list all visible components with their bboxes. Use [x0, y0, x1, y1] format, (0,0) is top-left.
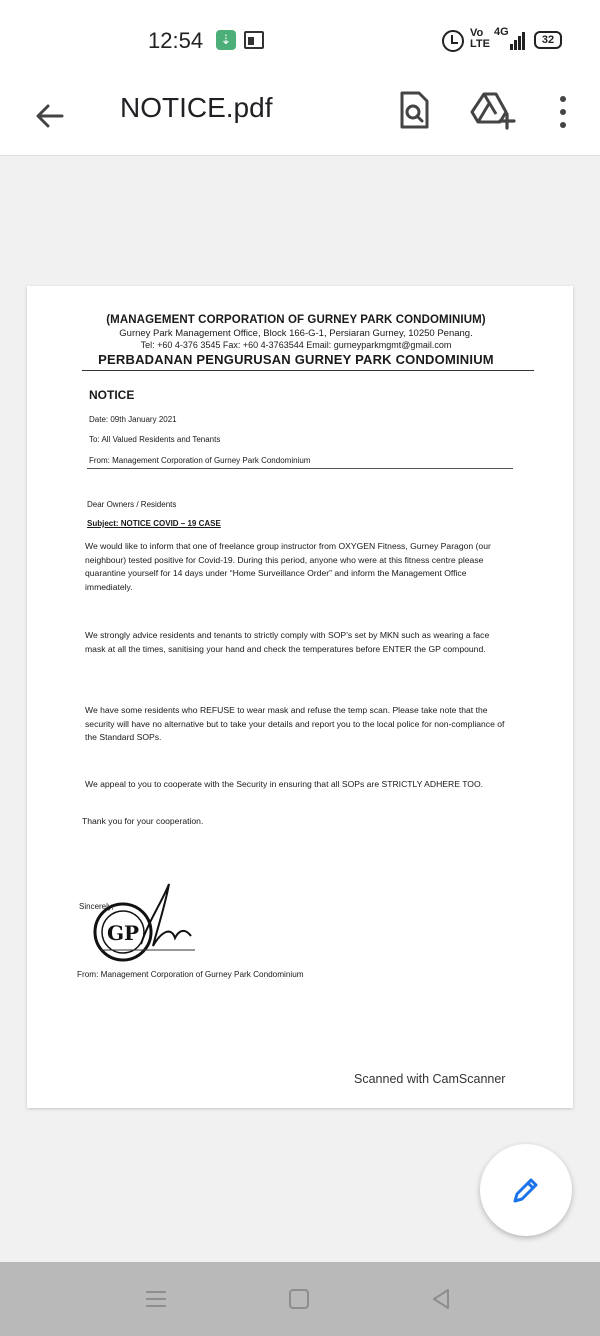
pdf-page	[27, 286, 573, 1108]
document-title: NOTICE.pdf	[120, 92, 273, 123]
scanner-watermark: Scanned with CamScanner	[354, 1072, 506, 1086]
screen-cast-icon	[244, 31, 264, 49]
paragraph-4: We appeal to you to cooperate with the Security in ensuring that all SOPs are STRICTLY ADHERE TOO.	[85, 779, 484, 789]
pencil-icon	[511, 1175, 541, 1205]
alarm-icon	[442, 30, 464, 52]
signal-strength-icon	[510, 32, 526, 50]
closing-thanks: Thank you for your cooperation.	[82, 816, 204, 826]
paragraph-1: We would like to inform that one of freelance group instructor from OXYGEN Fitness, Gurney Paragon (our neighbour) tested positive for Covid-19. During this period, anyone who were at this fitness centre please quarantine yourself for 14 days under “Home Surveillance Order” and inform the Management Office immediately.	[85, 541, 491, 592]
recent-apps-icon[interactable]	[146, 1290, 166, 1308]
official-stamp-signature	[91, 880, 201, 970]
letterhead-org-name: (MANAGEMENT CORPORATION OF GURNEY PARK CONDOMINIUM)	[106, 314, 486, 326]
paragraph-3: We have some residents who REFUSE to wear mask and refuse the temp scan. Please take note that the security will have no alternative but to take your details and report you to the local police for non-compliance of the Standard SOPs.	[85, 705, 505, 742]
notice-sender: From: Management Corporation of Gurney Park Condominium	[89, 456, 311, 465]
salutation: Dear Owners / Residents	[87, 500, 177, 509]
arrow-left-icon[interactable]	[32, 98, 68, 134]
app-toolbar	[0, 78, 600, 156]
letterhead-contact: Tel: +60 4-376 3545 Fax: +60 4-3763544 Email: gurneyparkmgmt@gmail.com	[140, 340, 452, 350]
notice-title: NOTICE	[89, 388, 135, 402]
svg-text:GP: GP	[106, 921, 140, 945]
more-vertical-icon[interactable]	[553, 94, 573, 130]
edit-fab-button[interactable]	[480, 1144, 572, 1236]
system-nav-bar	[0, 1262, 600, 1336]
letterhead	[82, 314, 510, 367]
battery-level: 32	[534, 31, 562, 49]
status-time: 12:54	[148, 28, 204, 53]
download-notification-icon: ⇣	[216, 30, 236, 50]
network-type: 4G	[494, 26, 509, 38]
paragraph-2: We strongly advice residents and tenants to strictly comply with SOP’s set by MKN such as wearing a face mask at all the times, sanitising your hand and check the temperatures before ENTER the GP compound.	[85, 630, 490, 654]
subject-line: Subject: NOTICE COVID – 19 CASE	[87, 519, 221, 528]
back-triangle-icon[interactable]	[430, 1288, 452, 1310]
volte-indicator: Vo LTE	[470, 27, 490, 50]
letterhead-divider	[82, 370, 534, 371]
header-divider	[87, 468, 513, 469]
sign-off: Sincerely,	[79, 902, 114, 911]
signature-from: From: Management Corporation of Gurney Park Condominium	[77, 970, 304, 979]
notice-date: Date: 09th January 2021	[89, 415, 177, 424]
search-in-document-icon[interactable]	[397, 90, 431, 130]
letterhead-malay-name: PERBADANAN PENGURUSAN GURNEY PARK CONDOMINIUM	[98, 352, 494, 367]
add-to-drive-icon[interactable]	[470, 90, 518, 130]
notice-recipient: To: All Valued Residents and Tenants	[89, 435, 221, 444]
status-bar	[0, 0, 600, 78]
letterhead-address: Gurney Park Management Office, Block 166-G-1, Persiaran Gurney, 10250 Penang.	[119, 328, 473, 339]
home-icon[interactable]	[289, 1289, 309, 1309]
